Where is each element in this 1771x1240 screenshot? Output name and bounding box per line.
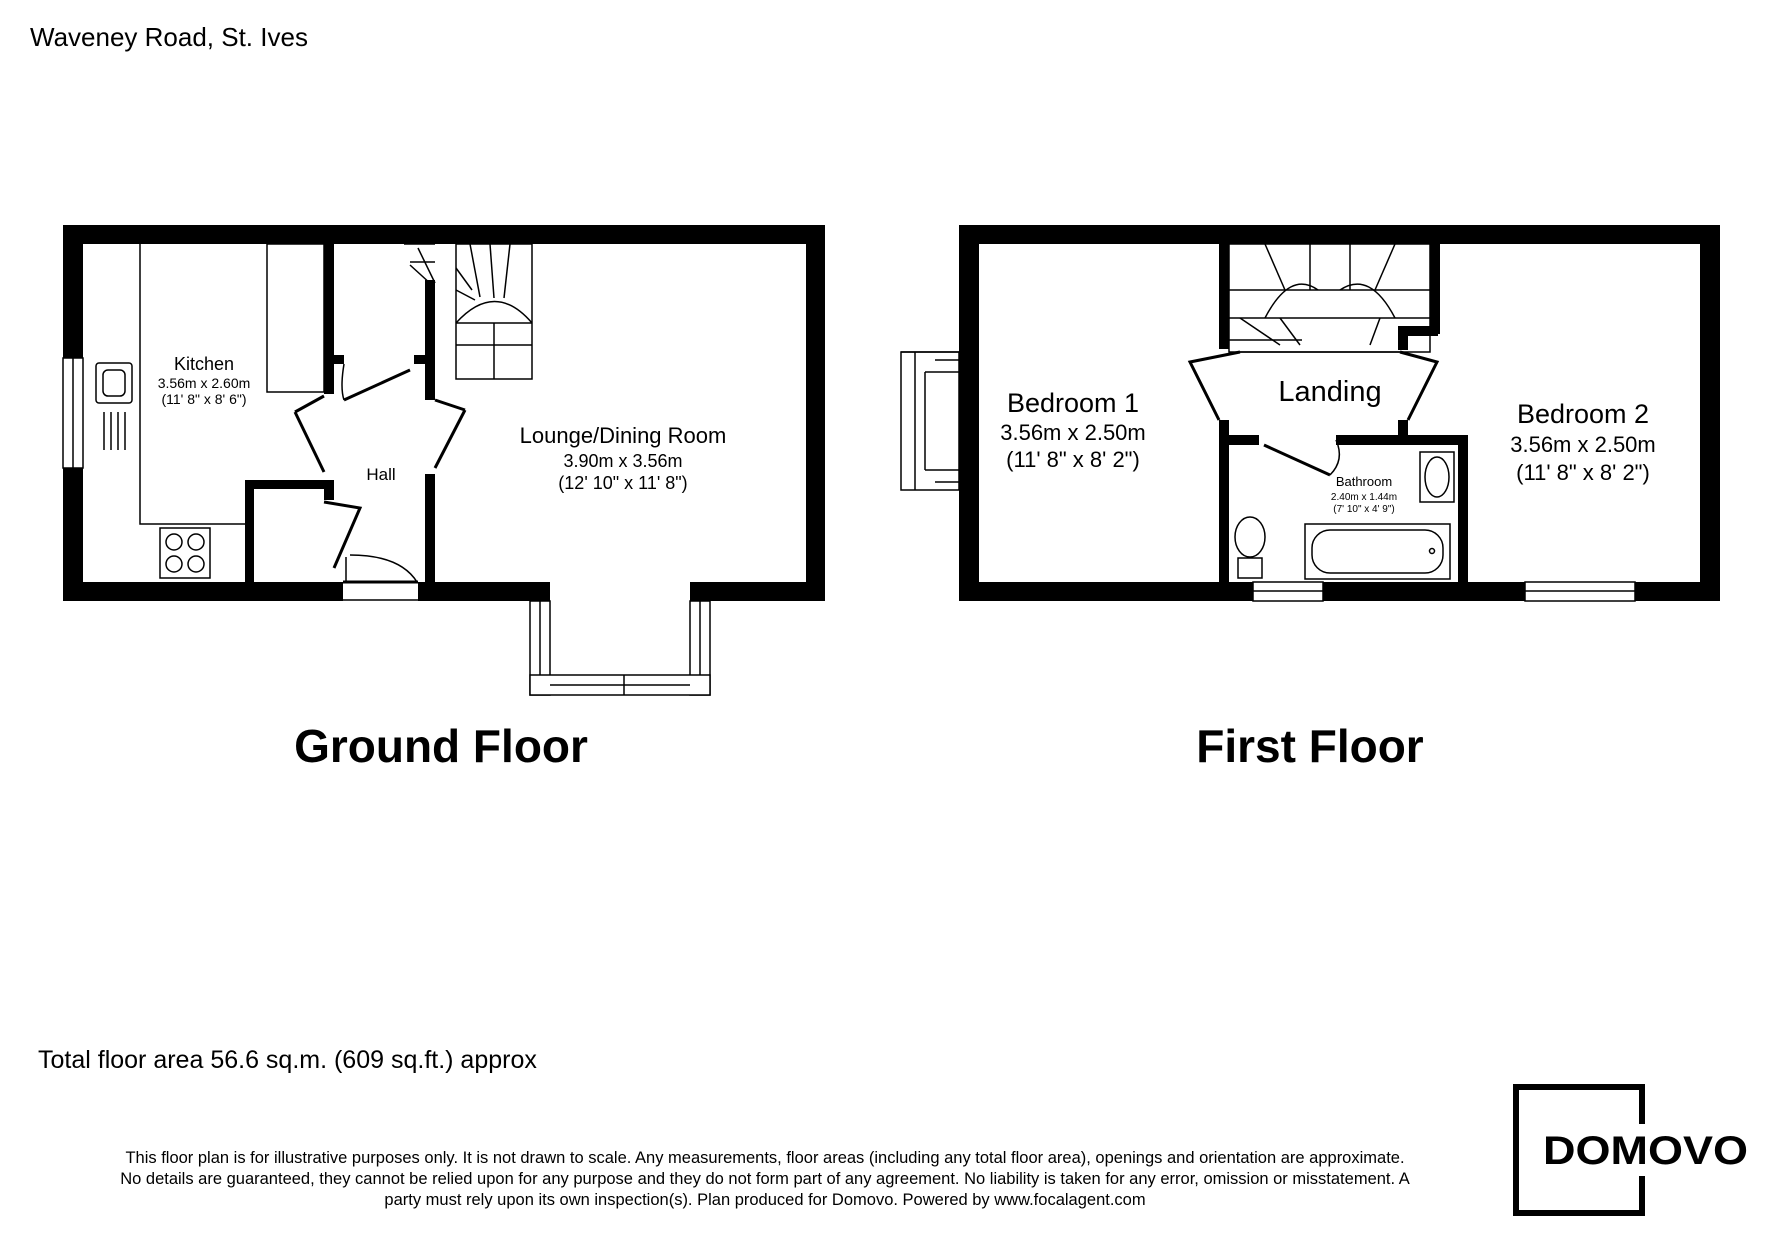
lounge-imperial: (12' 10" x 11' 8") xyxy=(558,473,688,493)
bedroom2-name: Bedroom 2 xyxy=(1516,399,1650,429)
landing-name: Landing xyxy=(1278,376,1382,408)
drainer-icon xyxy=(104,412,125,450)
ground-floor-title: Ground Floor xyxy=(294,720,588,772)
bedroom2-metric: 3.56m x 2.50m xyxy=(1510,432,1656,457)
kitchen-units xyxy=(96,244,324,578)
kitchen-name: Kitchen xyxy=(173,354,235,374)
disclaimer-line: No details are guaranteed, they cannot be relied upon for any purpose and they do not form part of any agreement. No liability is taken for any error, omission or misstatement. A xyxy=(120,1170,1410,1188)
domovo-logo xyxy=(1513,1084,1748,1216)
bedroom2-imperial: (11' 8" x 8' 2") xyxy=(1516,460,1650,485)
bath-icon xyxy=(1305,524,1450,579)
bathroom-label xyxy=(1331,474,1397,515)
hob-icon xyxy=(160,528,210,578)
ground-floor-plan xyxy=(63,225,825,772)
first-floor-plan xyxy=(901,225,1720,772)
bedroom1-bay-window xyxy=(901,352,959,490)
bedroom1-name: Bedroom 1 xyxy=(1006,388,1140,418)
disclaimer-line: This floor plan is for illustrative purposes only. It is not drawn to scale. Any measurements, floor areas (including any total floor area), openings and orientation are approximate. xyxy=(125,1149,1405,1167)
lounge-metric: 3.90m x 3.56m xyxy=(563,451,683,471)
lounge-label xyxy=(520,423,727,493)
kitchen-label xyxy=(158,354,251,407)
bedroom1-imperial: (11' 8" x 8' 2") xyxy=(1006,447,1140,472)
hall-name: Hall xyxy=(366,465,396,484)
disclaimer xyxy=(20,1148,1510,1211)
disclaimer-line: party must rely upon its own inspection(s). Plan produced for Domovo. Powered by www.focalagent.com xyxy=(384,1191,1146,1209)
lounge-name: Lounge/Dining Room xyxy=(519,423,727,448)
ground-floor-walls xyxy=(63,225,825,601)
kitchen-imperial: (11' 8" x 8' 6") xyxy=(161,391,247,407)
kitchen-window xyxy=(63,358,83,468)
bathroom-imperial: (7' 10" x 4' 9") xyxy=(1333,504,1395,515)
sink-icon xyxy=(96,363,132,403)
bathroom-fittings xyxy=(1235,452,1454,579)
bedroom1-label xyxy=(1000,388,1146,472)
logo-text: DOMOVO xyxy=(1543,1129,1748,1173)
property-address: Waveney Road, St. Ives xyxy=(30,22,308,52)
bedroom1-metric: 3.56m x 2.50m xyxy=(1000,420,1146,445)
bedroom2-label xyxy=(1510,399,1656,485)
toilet-icon xyxy=(1235,517,1265,557)
lounge-bay-window xyxy=(530,582,710,695)
bathroom-metric: 2.40m x 1.44m xyxy=(1330,492,1398,503)
first-floor-title: First Floor xyxy=(1196,720,1424,772)
kitchen-metric: 3.56m x 2.60m xyxy=(157,375,251,391)
bathroom-name: Bathroom xyxy=(1335,474,1393,489)
total-floor-area: Total floor area 56.6 sq.m. (609 sq.ft.) approx xyxy=(38,1046,537,1074)
